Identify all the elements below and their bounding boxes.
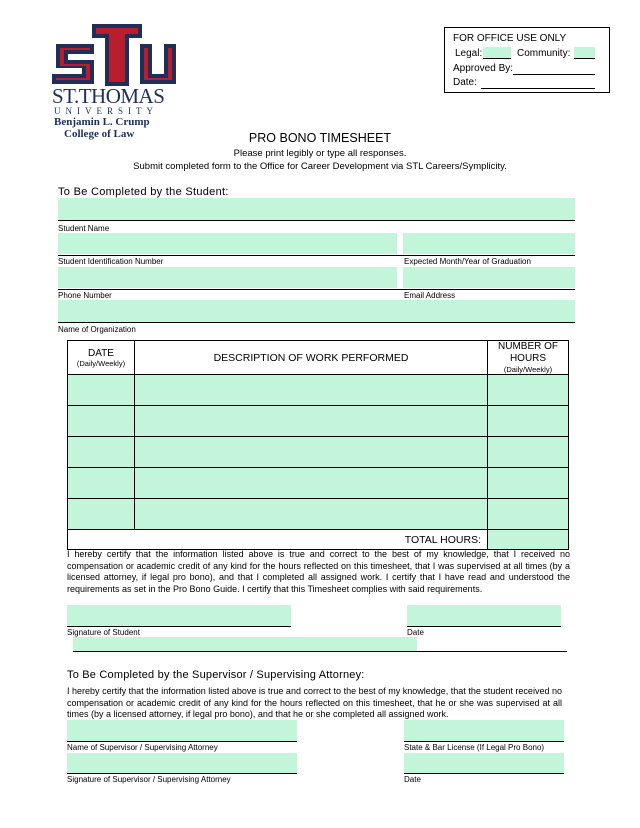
- page-title: PRO BONO TIMESHEET: [248, 131, 392, 145]
- bar-license-field[interactable]: [404, 720, 564, 741]
- office-legal-field[interactable]: [483, 47, 511, 59]
- phone-field[interactable]: [58, 267, 397, 288]
- hours-cell[interactable]: [488, 375, 569, 406]
- hours-cell[interactable]: [488, 499, 569, 530]
- description-cell[interactable]: [135, 468, 488, 499]
- subtitle-2: Submit completed form to the Office for Career Development via STL Careers/Symplicity.: [133, 161, 507, 172]
- student-date-field[interactable]: [407, 605, 561, 626]
- logo-line-2: UNIVERSITY: [54, 106, 158, 116]
- description-cell[interactable]: [135, 499, 488, 530]
- table-header-row: [68, 341, 569, 375]
- date-cell[interactable]: [68, 499, 135, 530]
- stu-monogram-icon: [52, 22, 182, 86]
- date-header: DATE (Daily/Weekly): [68, 341, 135, 375]
- total-hours-cell[interactable]: [488, 530, 569, 550]
- student-date-label: Date: [407, 628, 424, 637]
- office-community-label: Community:: [517, 48, 571, 59]
- student-name-field[interactable]: [58, 198, 575, 220]
- office-date-field[interactable]: [481, 88, 595, 89]
- student-id-field[interactable]: [58, 233, 397, 254]
- logo-line-3: Benjamin L. Crump: [54, 116, 150, 128]
- work-table: [67, 340, 569, 550]
- date-cell[interactable]: [68, 375, 135, 406]
- description-cell[interactable]: [135, 375, 488, 406]
- student-signature-label: Signature of Student: [67, 628, 140, 637]
- hours-cell[interactable]: [488, 468, 569, 499]
- organization-field[interactable]: [58, 300, 575, 322]
- phone-label: Phone Number: [58, 291, 112, 300]
- supervisor-certification: I hereby certify that the information listed above is true and correct to the best of my knowledge, that the student received no compensation or academic credit of any kind for the hours reflected on this timesheet, that he or she was supervised at all times (by a licensed attorney, if legal pro bono), and that he or she completed all assigned work.: [67, 686, 562, 719]
- supervisor-section-heading: To Be Completed by the Supervisor / Supervising Attorney:: [67, 669, 365, 681]
- total-hours-label: TOTAL HOURS:: [68, 530, 488, 550]
- student-certification: I hereby certify that the information listed above is true and correct to the best of my knowledge, that I received no compensation or academic credit of any kind for the hours reflected on this timesheet, that I was supervised at all times (by a licensed attorney, if legal pro bono), and that I completed all assigned work. I certify that I have read and understood the requirements as set in the Pro Bono Guide. I certify that this Timesheet complies with said requirements.: [67, 549, 570, 594]
- hours-cell[interactable]: [488, 437, 569, 468]
- supervisor-signature-field[interactable]: [67, 753, 297, 773]
- office-title: FOR OFFICE USE ONLY: [453, 33, 567, 44]
- office-community-field[interactable]: [574, 47, 595, 59]
- date-cell[interactable]: [68, 406, 135, 437]
- logo-line-4: College of Law: [64, 128, 135, 140]
- email-field[interactable]: [403, 267, 575, 288]
- supervisor-name-label: Name of Supervisor / Supervising Attorney: [67, 743, 218, 752]
- table-row: [68, 499, 569, 530]
- logo-line-1: ST.THOMAS: [52, 84, 165, 108]
- hours-header: NUMBER OF HOURS (Daily/Weekly): [488, 341, 569, 375]
- graduation-field[interactable]: [403, 233, 575, 254]
- description-cell[interactable]: [135, 437, 488, 468]
- table-row: [68, 406, 569, 437]
- student-section-heading: To Be Completed by the Student:: [58, 186, 229, 198]
- table-row: [68, 375, 569, 406]
- office-date-label: Date:: [453, 77, 477, 88]
- graduation-label: Expected Month/Year of Graduation: [404, 257, 531, 266]
- description-header: DESCRIPTION OF WORK PERFORMED: [135, 341, 488, 375]
- table-row: [68, 468, 569, 499]
- supervisor-date-field[interactable]: [404, 753, 564, 773]
- supervisor-signature-label: Signature of Supervisor / Supervising Attorney: [67, 775, 231, 784]
- subtitle-1: Please print legibly or type all responses.: [233, 148, 407, 159]
- email-label: Email Address: [404, 291, 456, 300]
- supervisor-date-label: Date: [404, 775, 421, 784]
- office-use-box: [444, 27, 610, 93]
- date-cell[interactable]: [68, 468, 135, 499]
- office-approved-label: Approved By:: [453, 63, 514, 74]
- description-cell[interactable]: [135, 406, 488, 437]
- organization-label: Name of Organization: [58, 325, 136, 334]
- spacer-fill: [73, 637, 417, 651]
- student-id-label: Student Identification Number: [58, 257, 164, 266]
- office-approved-field[interactable]: [513, 74, 595, 75]
- student-name-label: Student Name: [58, 224, 110, 233]
- university-logo: [52, 22, 182, 140]
- bar-license-label: State & Bar License (If Legal Pro Bono): [404, 743, 545, 752]
- date-cell[interactable]: [68, 437, 135, 468]
- table-row: [68, 437, 569, 468]
- supervisor-name-field[interactable]: [67, 720, 297, 741]
- total-row: [68, 530, 569, 550]
- office-legal-label: Legal:: [455, 48, 483, 59]
- hours-cell[interactable]: [488, 406, 569, 437]
- student-signature-field[interactable]: [67, 605, 291, 626]
